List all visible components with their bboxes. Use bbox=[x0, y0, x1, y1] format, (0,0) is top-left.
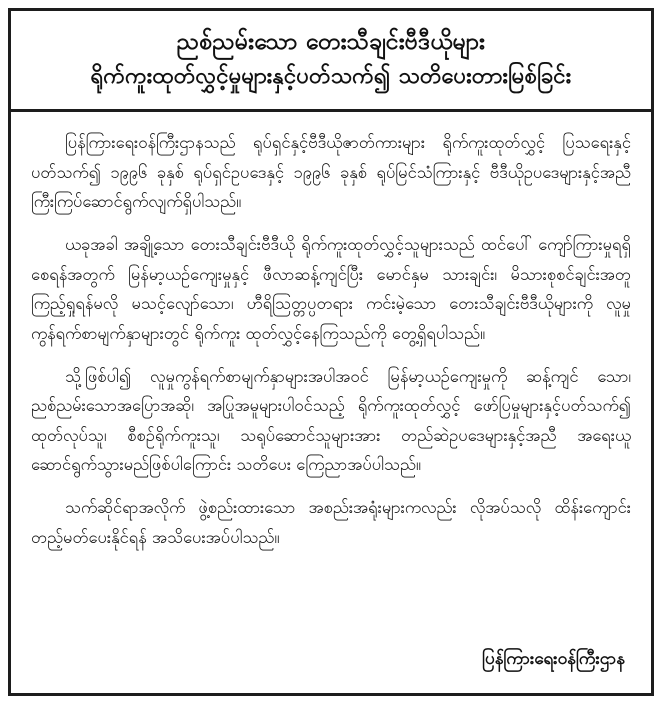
title-line-2: ရိုက်ကူးထုတ်လွှင့်မှုများနှင့်ပတ်သက်၍ သတိပေးတားမြစ်ခြင်း bbox=[90, 63, 572, 89]
paragraph-2: ယခုအခါ အချို့သော တေးသီချင်းဗီဒီယို ရိုက်ကူးထုတ်လွှင့်သူများသည် ထင်ပေါ် ကျော်ကြားမှုရရှိစေရန်အတွက် မြန်မာ့ယဉ်ကျေးမှုနှင့် ဖီလာဆန့်ကျင်ပြီး မောင်နှမ သားချင်း၊ မိသားစုစင်ချင်းအတူ ကြည့်ရှုရန်မလို မသင့်လျော်သော၊ ဟီရိဩတ္တပ္ပတရား ကင်းမဲ့သော တေးသီချင်းဗီဒီယိုများကို လူမှုကွန်ရက်စာမျက်နှာများတွင် ရိုက်ကူး ထုတ်လွှင့်နေကြသည်ကို တွေ့ရှိရပါသည်။ bbox=[31, 235, 631, 343]
body-block bbox=[11, 112, 651, 693]
title-block bbox=[11, 11, 651, 112]
paragraph-4: သက်ဆိုင်ရာအလိုက် ဖွဲ့စည်းထားသော အစည်းအရုံးများကလည်း လိုအပ်သလို ထိန်းကျောင်း တည့်မတ်ပေးနိုင်ရန် အသိပေးအပ်ပါသည်။ bbox=[31, 498, 631, 547]
title-line-1: ညစ်ညမ်းသော တေးသီချင်းဗီဒီယိုများ bbox=[176, 29, 486, 55]
paragraph-3: သို့ဖြစ်ပါ၍ လူမှုကွန်ရက်စာမျက်နှာများအပါအဝင် မြန်မာ့ယဉ်ကျေးမှုကို ဆန့်ကျင် သော၊ ညစ်ညမ်းသောအပြောအဆို၊ အပြုအမူများပါဝင်သည့် ရိုက်ကူးထုတ်လွှင့် ဖော်ပြမှုများနှင့်ပတ်သက်၍ ထုတ်လုပ်သူ၊ စီစဉ်ရိုက်ကူးသူ၊ သရုပ်ဆောင်သူများအား တည်ဆဲဥပဒေများနှင့်အညီ အရေးယူဆောင်ရွက်သွားမည်ဖြစ်ပါကြောင်း သတိပေး ကြေညာအပ်ပါသည်။ bbox=[31, 366, 631, 474]
paragraph-1: ပြန်ကြားရေးဝန်ကြီးဌာနသည် ရုပ်ရှင်နှင့်ဗီဒီယိုဇာတ်ကားများ ရိုက်ကူးထုတ်လွှင့် ပြသရေးနှင့် ပတ်သက်၍ ၁၉၉၆ ခုနှစ် ရုပ်ရှင်ဥပဒေနှင့် ၁၉၉၆ ခုနှစ် ရုပ်မြင်သံကြားနှင့် ဗီဒီယိုဥပဒေများနှင့်အညီ ကြီးကြပ်ဆောင်ရွက်လျက်ရှိပါသည်။ bbox=[31, 133, 631, 212]
signature: ပြန်ကြားရေးဝန်ကြီးဌာန bbox=[482, 649, 625, 669]
document-frame bbox=[8, 8, 654, 696]
